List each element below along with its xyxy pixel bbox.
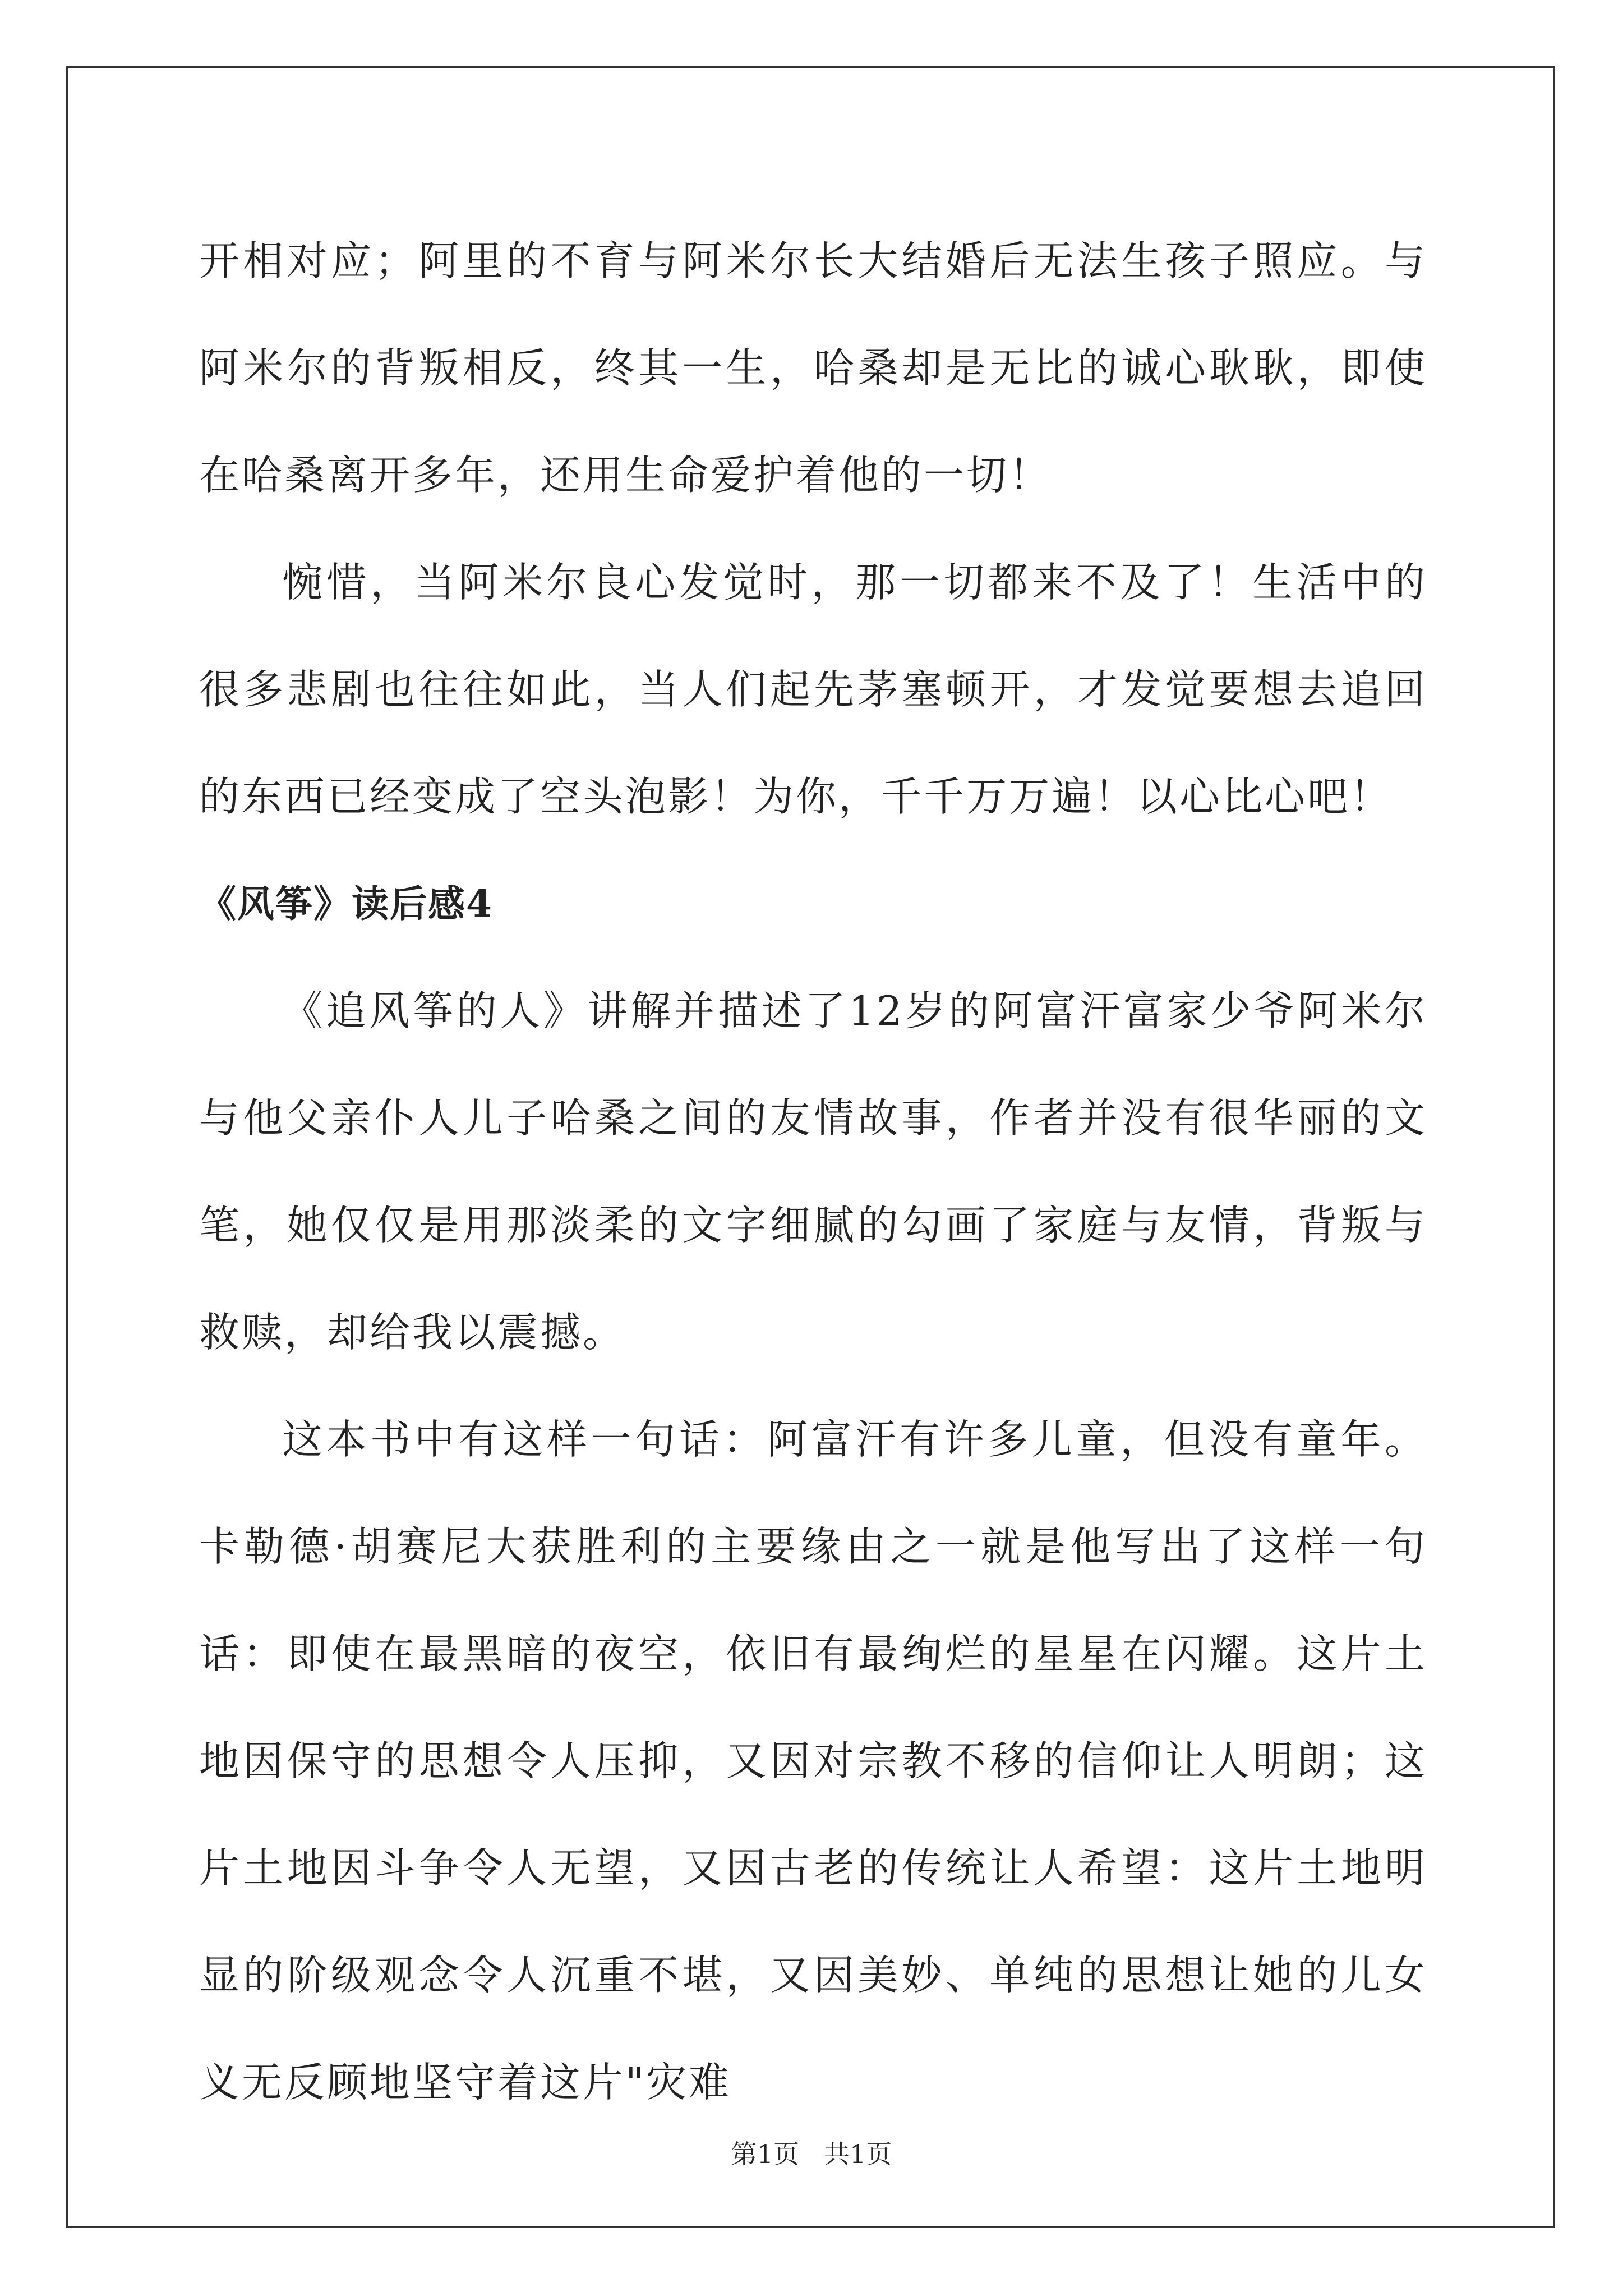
- section-heading: 《风筝》读后感4: [199, 882, 493, 926]
- paragraph-2: 惋惜，当阿米尔良心发觉时，那一切都来不及了！生活中的很多悲剧也往往如此，当人们起先茅塞顿开，才发觉要想去追回的东西已经变成了空头泡影！为你，千千万万遍！以心比心吧！: [199, 559, 1427, 820]
- paragraph-4: 这本书中有这样一句话：阿富汗有许多儿童，但没有童年。卡勒德·胡赛尼大获胜利的主要缘由之一就是他写出了这样一句话：即使在最黑暗的夜空，依旧有最绚烂的星星在闪耀。这片土地因保守的思想令人压抑，又因对宗教不移的信仰让人明朗；这片土地因斗争令人无望，又因古老的传统让人希望：这片土地明显的阶级观念令人沉重不堪，又因美妙、单纯的思想让她的儿女义无反顾地坚守着这片"灾难: [199, 1416, 1427, 2106]
- page-number: 第1页: [731, 2139, 800, 2169]
- document-body: [199, 208, 1427, 2136]
- paragraph-3: 《追风筝的人》讲解并描述了12岁的阿富汗富家少爷阿米尔与他父亲仆人儿子哈桑之间的友情故事，作者并没有很华丽的文笔，她仅仅是用那淡柔的文字细腻的勾画了家庭与友情，背叛与救赎，却给我以震撼。: [199, 987, 1427, 1356]
- page-total: 共1页: [823, 2139, 892, 2169]
- page-footer: [0, 2137, 1623, 2171]
- paragraph-1: 开相对应；阿里的不育与阿米尔长大结婚后无法生孩子照应。与阿米尔的背叛相反，终其一生，哈桑却是无比的诚心耿耿，即使在哈桑离开多年，还用生命爱护着他的一切！: [199, 237, 1427, 499]
